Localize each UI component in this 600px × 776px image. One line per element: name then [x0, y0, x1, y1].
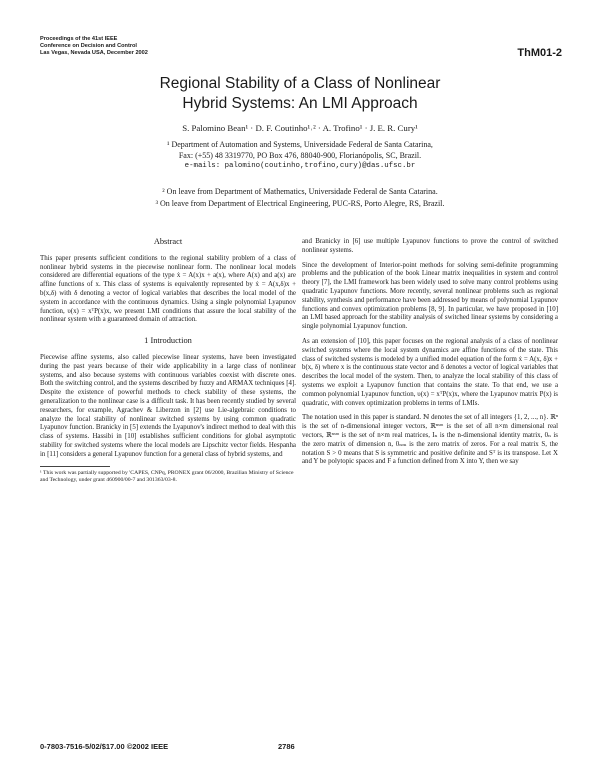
- body-paragraph: The notation used in this paper is standard. ℕ denotes the set of all integers {1, 2, ..., n}. ℝⁿ is the set of n-dimensional integer vectors, ℝⁿˣᵐ is the set of all n×m dimensional real vectors, ℝⁿˣᵐ is the set of n×m real matrices, Iₙ is the n-dimensional identity matrix, 0ₙ is the zero matrix of dimension n, 0ₙₘ is the zero matrix of zeros. For a real matrix S, the notation S > 0 means that S is symmetric and positive definite and Sᵀ is its transpose. Let X and Y be polytopic spaces and F a function defined from X into Y, then we say: [302, 414, 558, 466]
- affiliation: [60, 140, 540, 172]
- affiliation-line: Fax: (+55) 48 3319770, PO Box 476, 88040-900, Florianópolis, SC, Brazil.: [178, 150, 422, 160]
- footnote-rule: [40, 466, 110, 467]
- proceedings-line: Las Vegas, Nevada USA, December 2002: [40, 50, 148, 56]
- proceedings-line: Conference on Decision and Control: [40, 43, 137, 49]
- proceedings-header: [40, 36, 300, 57]
- title-line: Regional Stability of a Class of Nonlinear: [159, 75, 441, 92]
- email-line: e-mails: palomino(coutinho,trofino,cury)@das.ufsc.br: [184, 162, 416, 170]
- body-paragraph: As an extension of [10], this paper focuses on the regional analysis of a class of nonlinear switched systems where the local system dynamics are affine functions of the state. This class of switched systems is modeled by a unified model equation of the form ẋ = A(x, δ)x + b(x, δ) where x is the continuous state vector and δ denotes a vector of logical variables that describes the local model of the system. Then, to analyze the local stability of this class of systems we exploit a Lyapunov function that contains the state. To that end, we use a common polynomial Lyapunov function, υ(x) = xᵀP(x)x, where the Lyapunov matrix P(x) is quadratic, with convex optimization problems in terms of LMIs.: [302, 337, 558, 407]
- paper-title: [80, 74, 520, 114]
- right-column: [302, 238, 558, 473]
- introduction-text: Piecewise affine systems, also called piecewise linear systems, have been investigated during the past years because of their wide applicability in a large class of nonlinear systems, and also because systems with continuous variables coexist with discrete ones. Both the switching control, and the systems described by fuzzy and ARMAX techniques [4]. Despite the existence of powerful methods to check stability of these systems, the generalization to the nonlinear case is a difficult task. It has been recently studied by several researchers, for example, Agrachev & Liberzon in [2] use Lie-algebraic conditions to analyze the local stability of nonlinear switched systems by using common quadratic Lyapunov function. Branicky in [5] extends the Lyapunov's indirect method to deal with this class of systems. Hassibi in [10] establishes sufficient conditions for global asymptotic stability for switched systems where the local models are Lipschitz vector fields. Hespanha in [11] considers a general Lyapunov function for a general class of hybrid systems, and: [40, 353, 296, 458]
- leave-notes: [60, 186, 540, 210]
- isbn-footer: 0-7803-7516-5/02/$17.00 ©2002 IEEE: [40, 742, 169, 751]
- introduction-heading: 1 Introduction: [144, 336, 192, 346]
- body-paragraph: Since the development of Interior-point methods for solving semi-definite programming problems and the publication of the book Linear matrix inequalities in system and control theory [7], the LMI framework has been widely used to solve many control problems using quadratic Lyapunov functions. More recently, several nonlinear problems such as regional stability, synthesis and performance have been addressed by means of polynomial Lyapunov functions and convex optimization problems [8, 9]. In particular, we have proposed in [10] an LMI based approach for the stability analysis of switched linear systems by considering a single polynomial Lyapunov function.: [302, 261, 558, 331]
- page-number: 2786: [278, 742, 295, 751]
- title-line: Hybrid Systems: An LMI Approach: [182, 95, 418, 112]
- session-code: ThM01-2: [517, 47, 562, 59]
- body-paragraph: and Branicky in [6] use multiple Lyapunov functions to prove the control of switched nonlinear systems.: [302, 238, 558, 254]
- author-list: S. Palomino Bean¹ · D. F. Coutinho¹˒² · A. Trofino¹ · J. E. R. Cury¹: [182, 123, 418, 133]
- affiliation-line: ¹ Department of Automation and Systems, Universidade Federal de Santa Catarina,: [167, 140, 433, 149]
- abstract-heading: Abstract: [153, 237, 183, 246]
- proceedings-line: Proceedings of the 41st IEEE: [40, 36, 118, 42]
- abstract-text: This paper presents sufficient conditions to the regional stability problem of a class of nonlinear hybrid systems in the piecewise nonlinear form. The nonlinear local models considered are differential equations of the type ẋ = A(x)x + a(x), where A(x) and a(x) are affine functions of x. This class of systems is equivalently represented by ẋ = A(x,δ)x + b(x,δ) with δ denoting a vector of logical variables that describes the local model of the system in accordance with the continuous dynamics. Using a single polynomial Lyapunov function, υ(x) = xᵀP(x)x, we present LMI conditions that assure the local stability of the nonlinear system with a guaranteed domain of attraction.: [40, 254, 296, 324]
- leave-note: ² On leave from Department of Mathematics, Universidade Federal de Santa Catarina.: [162, 187, 438, 196]
- funding-footnote: ¹ This work was partially supported by 'CAPES, CNPq, PRONEX grant 06/2000, Brazilian Ministry of Science and Technology, under grant 460900/00-7 and 301363/03-8.: [40, 469, 294, 483]
- leave-note: ³ On leave from Department of Electrical Engineering, PUC-RS, Porto Alegre, RS, Brazil.: [155, 199, 445, 208]
- left-column: [40, 238, 296, 484]
